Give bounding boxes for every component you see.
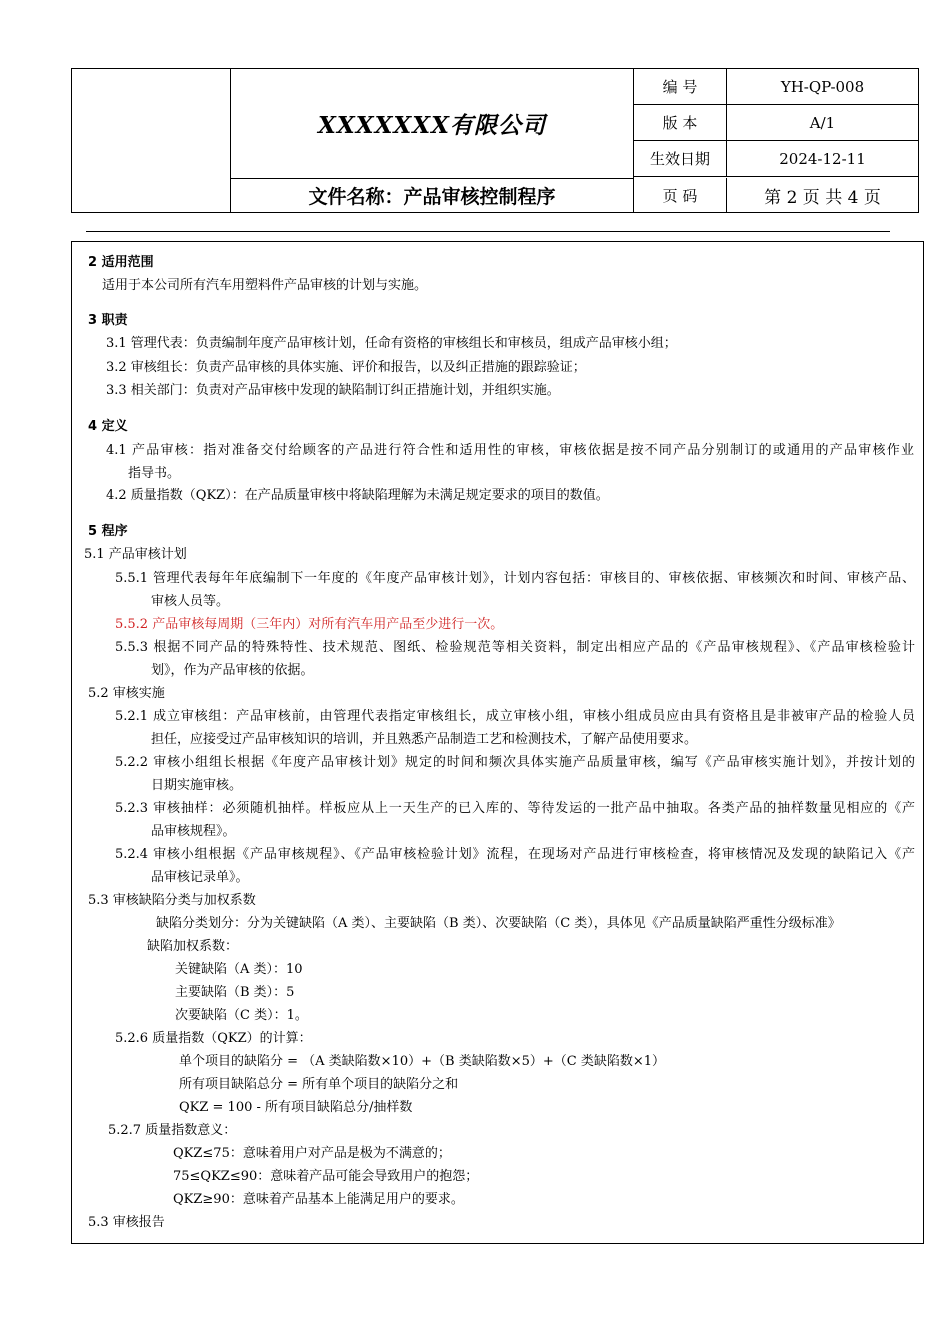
meta-row-version: [634, 105, 918, 141]
formula: QKZ = 100 - 所有项目缺陷总分/抽样数: [179, 1100, 413, 1115]
paragraph: 5.2.1 成立审核组：产品审核前，由管理代表指定审核组长，成立审核小组，审核小组成员应由具有资格且是非被审产品的检验人员: [115, 709, 915, 724]
paragraph: 3.3 相关部门：负责对产品审核中发现的缺陷制订纠正措施计划，并组织实施。: [106, 383, 560, 398]
paragraph: 3.1 管理代表：负责编制年度产品审核计划，任命有资格的审核组长和审核员，组成产品审核小组；: [106, 336, 677, 351]
subsection-heading: 5.2 审核实施: [88, 686, 165, 701]
meta-label: 版 本: [634, 105, 727, 140]
company-name: XXXXXXX有限公司: [231, 69, 634, 179]
logo-cell: [72, 69, 231, 212]
subsection-heading: 5.2.7 质量指数意义：: [108, 1123, 237, 1138]
paragraph: 次要缺陷（C 类）：1。: [175, 1008, 308, 1023]
section-heading: 4 定义: [88, 419, 128, 434]
paragraph: 4.2 质量指数（QKZ）：在产品质量审核中将缺陷理解为未满足规定要求的项目的数值。: [106, 488, 609, 503]
section-heading: 2 适用范围: [88, 255, 154, 270]
subsection-heading: 5.3 审核缺陷分类与加权系数: [88, 893, 256, 908]
subsection-heading: 5.1 产品审核计划: [84, 547, 187, 562]
paragraph: 品审核记录单》。: [151, 870, 249, 885]
paragraph: QKZ≥90：意味着产品基本上能满足用户的要求。: [173, 1192, 464, 1207]
paragraph: 日期实施审核。: [151, 778, 243, 793]
meta-label: 页 码: [634, 178, 727, 212]
paragraph: 5.5.3 根据不同产品的特殊特性、技术规范、图纸、检验规范等相关资料，制定出相应产品的《产品审核规程》、《产品审核检验计: [115, 640, 915, 655]
paragraph: 4.1 产品审核：指对准备交付给顾客的产品进行符合性和适用性的审核，审核依据是按不同产品分别制订的或通用的产品审核作业: [106, 443, 914, 458]
meta-row-page: [634, 178, 918, 212]
meta-value: 第 2 页 共 4 页: [764, 187, 881, 208]
meta-row-effective-date: [634, 141, 918, 177]
meta-value: 2024-12-11: [779, 149, 866, 168]
paragraph: 缺陷分类划分：分为关键缺陷（A 类）、主要缺陷（B 类）、次要缺陷（C 类），具体见《产品质量缺陷严重性分级标准》: [156, 916, 841, 931]
meta-row-number: [634, 69, 918, 105]
paragraph: 75≤QKZ≤90：意味着产品可能会导致用户的抱怨；: [173, 1169, 479, 1184]
paragraph: 关键缺陷（A 类）：10: [175, 962, 303, 977]
paragraph: 5.2.3 审核抽样：必须随机抽样。样板应从上一天生产的已入库的、等待发运的一批产品中抽取。各类产品的抽样数量见相应的《产: [115, 801, 915, 816]
meta-value: YH-QP-008: [780, 77, 865, 96]
subsection-heading: 5.2.6 质量指数（QKZ）的计算：: [115, 1031, 312, 1046]
meta-label: 编 号: [634, 69, 727, 104]
document-header: [71, 68, 919, 213]
paragraph: 5.2.2 审核小组组长根据《年度产品审核计划》规定的时间和频次具体实施产品质量审核，编写《产品审核实施计划》，并按计划的: [115, 755, 915, 770]
section-heading: 5 程序: [88, 524, 128, 539]
document-title: 文件名称：产品审核控制程序: [231, 179, 634, 212]
paragraph: 3.2 审核组长：负责产品审核的具体实施、评价和报告，以及纠正措施的跟踪验证；: [106, 360, 586, 375]
section-heading: 3 职责: [88, 313, 128, 328]
meta-value: A/1: [809, 113, 836, 132]
paragraph: QKZ≤75：意味着用户对产品是极为不满意的；: [173, 1146, 451, 1161]
formula: 单个项目的缺陷分 = （A 类缺陷数×10）+（B 类缺陷数×5）+（C 类缺陷数×1）: [179, 1054, 665, 1069]
paragraph: 主要缺陷（B 类）：5: [175, 985, 295, 1000]
paragraph: 划》，作为产品审核的依据。: [151, 663, 314, 678]
paragraph: 品审核规程》。: [151, 824, 236, 839]
meta-label: 生效日期: [634, 141, 727, 176]
paragraph: 指导书。: [128, 466, 181, 481]
document-body: [71, 241, 924, 1244]
paragraph: 5.5.1 管理代表每年年底编制下一年度的《年度产品审核计划》，计划内容包括：审核目的、审核依据、审核频次和时间、审核产品、: [115, 571, 915, 586]
paragraph: 适用于本公司所有汽车用塑料件产品审核的计划与实施。: [102, 278, 428, 293]
highlighted-paragraph: 5.5.2 产品审核每周期（三年内）对所有汽车用产品至少进行一次。: [115, 617, 504, 632]
paragraph: 审核人员等。: [151, 594, 230, 609]
subsection-heading: 5.3 审核报告: [88, 1215, 165, 1230]
paragraph: 5.2.4 审核小组根据《产品审核规程》、《产品审核检验计划》流程，在现场对产品进行审核检查，将审核情况及发现的缺陷记入《产: [115, 847, 915, 862]
header-divider: [86, 231, 890, 232]
paragraph: 缺陷加权系数：: [147, 939, 239, 954]
formula: 所有项目缺陷总分 = 所有单个项目的缺陷分之和: [179, 1077, 459, 1092]
paragraph: 担任，应接受过产品审核知识的培训，并且熟悉产品制造工艺和检测技术，了解产品使用要求。: [151, 732, 698, 747]
